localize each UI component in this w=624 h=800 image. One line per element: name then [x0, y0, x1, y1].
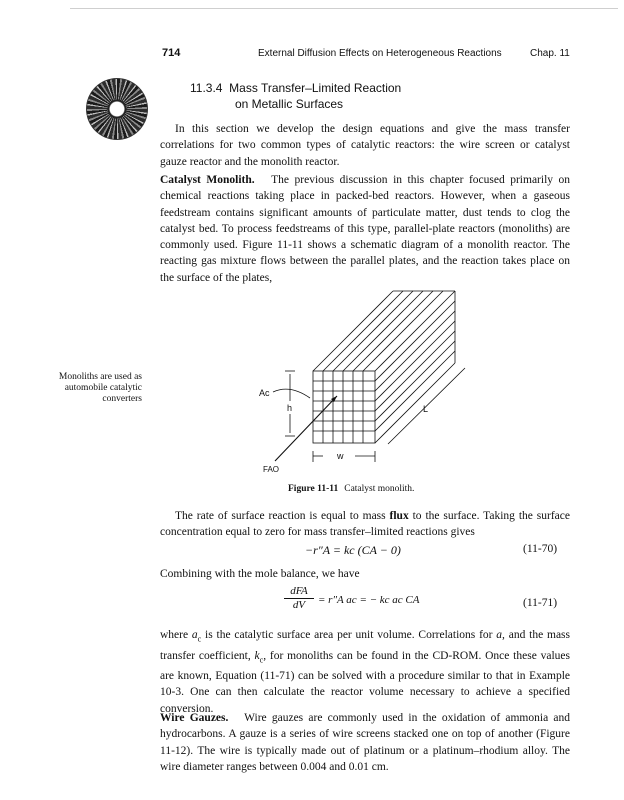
intro-paragraph: In this section we develop the design equations and give the mass transfer correlations for two common types of catalytic reactors: the wire screen or catalyst gauze reactor and the monolith reactor.: [160, 123, 570, 168]
figure-label: Figure 11-11: [288, 484, 339, 494]
monolith-paragraph: [160, 172, 570, 286]
fao-label: FAO: [263, 465, 280, 474]
where-paragraph: where $a_c$ is the catalytic surface area per unit volume. Correlations for a, and the mass transfer coefficient, $k_c$, for monoliths can be found in the CD-ROM. Once these values are known, Equation (11-71) can be solved with a procedure similar to that in Example 10-3. One can then calculate the reactor volume necessary to achieve a specified conversion.: [160, 629, 570, 715]
equation-11-71-number: (11-71): [523, 597, 558, 609]
margin-note: Monoliths are used as automobile catalytic converters: [58, 372, 142, 404]
rate-text-1: The rate of surface reaction is equal to mass: [175, 510, 390, 522]
equation-11-71-rhs: = r″A ac = − kc ac CA: [318, 594, 420, 606]
rate-text-2: to the surface. Taking the surface concentration equal to zero for mass transfer–limited reactions gives: [160, 510, 570, 539]
figure-caption: [288, 484, 414, 494]
eq71-denominator: dV: [284, 598, 314, 611]
eq71-numerator: dFA: [290, 585, 308, 597]
kc-symbol: k: [254, 649, 260, 662]
wire-paragraph: [160, 710, 570, 775]
ac-symbol: a: [191, 629, 198, 641]
section-number: 11.3.4: [190, 81, 223, 95]
h-label: h: [287, 403, 293, 413]
equation-11-71-lhs: [284, 585, 314, 611]
l-label: L: [423, 404, 429, 414]
section-title-line2: on Metallic Surfaces: [235, 97, 344, 111]
monolith-runin: Catalyst Monolith.: [160, 174, 255, 186]
monolith-figure: [255, 286, 470, 476]
section-title-line1: Mass Transfer–Limited Reaction: [229, 81, 402, 95]
rate-paragraph: [160, 508, 570, 541]
figure-caption-text: Catalyst monolith.: [344, 484, 415, 494]
where-text-3: and the mass transfer coefficient,: [160, 629, 570, 662]
page-number: 714: [162, 47, 181, 59]
flux-word: flux: [389, 510, 409, 522]
where-text-1: where: [160, 629, 192, 641]
front-face: [313, 371, 375, 443]
wire-body: Wire gauzes are commonly used in the oxidation of ammonia and hydrocarbons. A gauze is a series of wire screens stacked one on top of another (Figure 11-12). The wire is typically made out of platinum or a platinum–rhodium alloy. The wire diameter ranges between 0.004 and 0.01 cm.: [160, 712, 571, 773]
wire-runin: Wire Gauzes.: [160, 712, 229, 724]
where-text-4: , for monoliths can be found in the CD-ROM. Once these values are known, Equation (11-71) can be solved with a procedure similar to that in Example 10-3. One can then calculate the reactor volume necessary to achieve a specified conversion.: [160, 649, 570, 715]
section-title: [190, 80, 401, 112]
cd-rom-icon: [86, 78, 148, 140]
w-label: w: [337, 451, 344, 461]
running-head: External Diffusion Effects on Heterogeneous Reactions: [258, 48, 502, 59]
equation-11-70: −r″A = kc (CA − 0): [305, 543, 401, 557]
chapter-label: Chap. 11: [530, 48, 570, 59]
combine-paragraph: Combining with the mole balance, we have: [160, 568, 360, 580]
a-symbol: a,: [496, 629, 505, 641]
ac-label: Ac: [259, 388, 270, 398]
equation-11-70-number: (11-70): [523, 543, 558, 555]
top-rule: [70, 8, 618, 9]
monolith-body: The previous discussion in this chapter focused primarily on chemical reactions taking place in packed-bed reactors. However, when a gaseous feedstream contains significant amounts of particulate matter, dust tends to clog the catalyst bed. To process feedstreams of this type, parallel-plate reactors (monoliths) are commonly used. Figure 11-11 shows a schematic diagram of a monolith reactor. The reacting gas mixture flows between the parallel plates, and the reaction takes place on the surface of the plates,: [160, 174, 571, 284]
where-text-2: is the catalytic surface area per unit volume. Correlations for: [201, 629, 497, 641]
